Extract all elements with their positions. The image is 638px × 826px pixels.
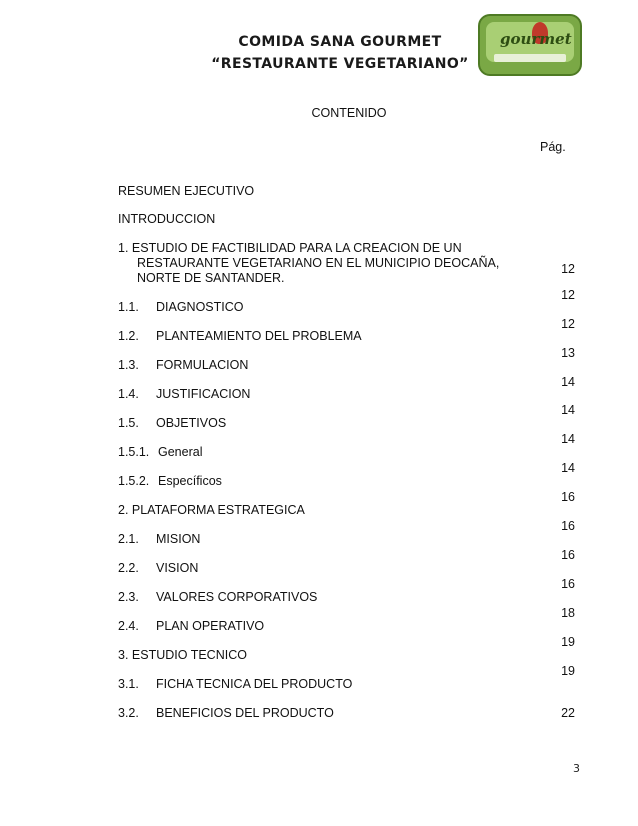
- page-column-label: Pág.: [540, 140, 566, 154]
- toc-entry-number: 2.3.: [118, 590, 139, 604]
- toc-entry: NORTE DE SANTANDER.: [137, 271, 285, 285]
- toc-entry-number: 2.2.: [118, 561, 139, 575]
- toc-entry: PLAN OPERATIVO: [156, 619, 265, 633]
- toc-title: CONTENIDO: [311, 106, 387, 120]
- toc-entry: VALORES CORPORATIVOS: [156, 590, 318, 604]
- toc-entry-number: 1.5.2.: [118, 474, 150, 488]
- toc-entry: General: [158, 445, 203, 459]
- toc-entry-number: 1.5.: [118, 416, 139, 430]
- toc-entry: DIAGNOSTICO: [156, 300, 244, 314]
- toc-page-number: 14: [561, 375, 575, 389]
- toc-page-number: 18: [561, 606, 575, 620]
- toc-page-number: 13: [561, 346, 575, 360]
- toc-entry-number: 3.1.: [118, 677, 139, 691]
- toc-entry-number: 3.2.: [118, 706, 139, 720]
- toc-entry-number: 1.2.: [118, 329, 139, 343]
- toc-entry-number: 2.4.: [118, 619, 139, 633]
- toc-entry: FICHA TECNICA DEL PRODUCTO: [156, 677, 353, 691]
- toc-entry: JUSTIFICACION: [156, 387, 251, 401]
- toc-page-number: 12: [561, 317, 575, 331]
- header-title: COMIDA SANA GOURMET: [238, 34, 442, 50]
- toc-entry-number: 1.3.: [118, 358, 139, 372]
- toc-page-number: 19: [561, 635, 575, 649]
- restaurant-logo: [478, 14, 582, 76]
- toc-entry-number: 2.1.: [118, 532, 139, 546]
- toc-page-number: 16: [561, 519, 575, 533]
- toc-entry: 3. ESTUDIO TECNICO: [118, 648, 247, 662]
- toc-page-number: 19: [561, 664, 575, 678]
- toc-entry-number: 1.5.1.: [118, 445, 150, 459]
- toc-page-number: 14: [561, 461, 575, 475]
- page-number: 3: [573, 762, 580, 775]
- toc-entry-number: 1.4.: [118, 387, 139, 401]
- toc-page-number: 12: [561, 288, 575, 302]
- toc-page-number: 22: [561, 706, 575, 720]
- toc-entry: FORMULACION: [156, 358, 249, 372]
- toc-page-number: 16: [561, 577, 575, 591]
- toc-entry: VISION: [156, 561, 199, 575]
- toc-entry: RESTAURANTE VEGETARIANO EN EL MUNICIPIO DEOCAÑA,: [137, 256, 500, 270]
- toc-entry: INTRODUCCION: [118, 212, 216, 226]
- toc-entry-number: 1.1.: [118, 300, 139, 314]
- toc-entry: OBJETIVOS: [156, 416, 227, 430]
- toc-page-number: 14: [561, 403, 575, 417]
- toc-page-number: 16: [561, 490, 575, 504]
- toc-entry: RESUMEN EJECUTIVO: [118, 184, 255, 198]
- toc-entry: 2. PLATAFORMA ESTRATEGICA: [118, 503, 305, 517]
- toc-entry: Específicos: [158, 474, 222, 488]
- header-subtitle: “RESTAURANTE VEGETARIANO”: [211, 56, 469, 72]
- toc-entry: PLANTEAMIENTO DEL PROBLEMA: [156, 329, 362, 343]
- toc-entry: BENEFICIOS DEL PRODUCTO: [156, 706, 334, 720]
- toc-page-number: 12: [561, 262, 575, 276]
- toc-page-number: 14: [561, 432, 575, 446]
- toc-page-number: 16: [561, 548, 575, 562]
- logo-wordmark: gourmet: [500, 30, 572, 48]
- toc-entry: MISION: [156, 532, 201, 546]
- toc-entry: 1. ESTUDIO DE FACTIBILIDAD PARA LA CREACION DE UN: [118, 241, 462, 255]
